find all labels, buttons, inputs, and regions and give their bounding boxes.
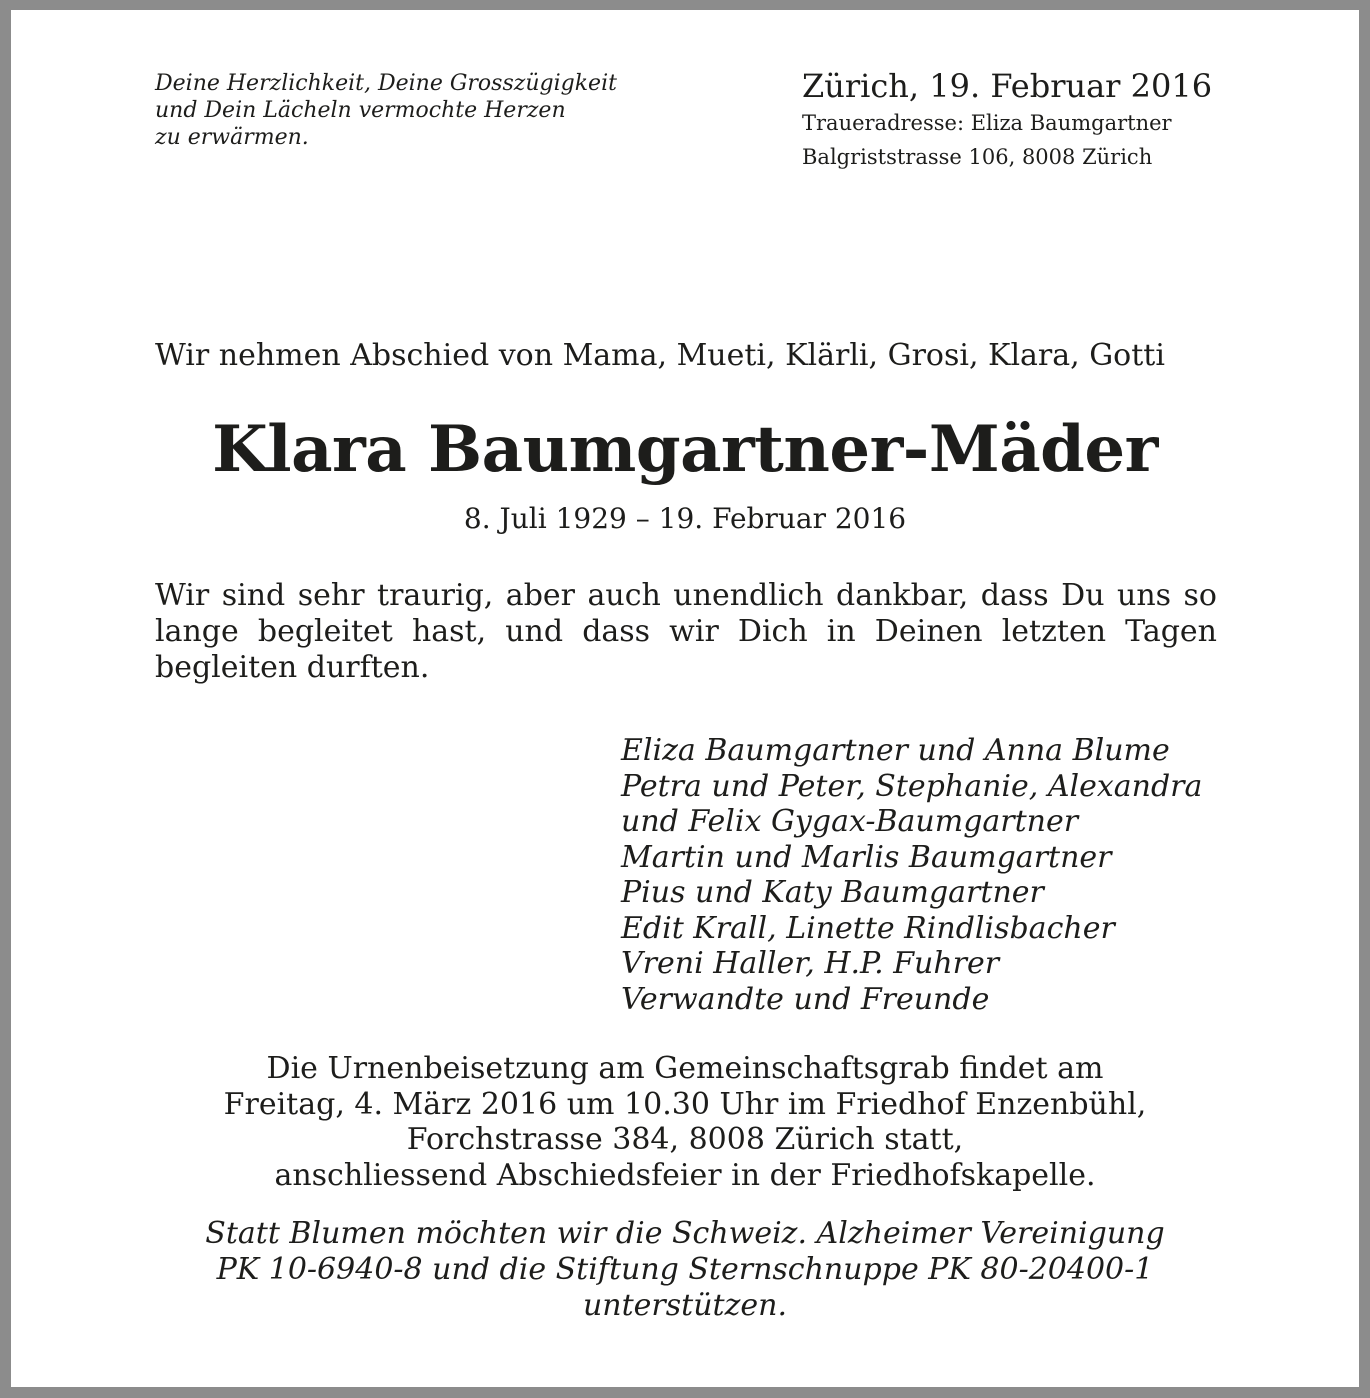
mourner-line: Pius und Katy Baumgartner [621,875,1044,910]
ceremony-line: Forchstrasse 384, 8008 Zürich statt, [406,1122,964,1157]
mourning-address-line: Traueradresse: Eliza Baumgartner [802,111,1172,135]
motto-line: zu erwärmen. [155,125,309,150]
mourner-line: Eliza Baumgartner und Anna Blume [621,733,1170,768]
mourner-line: Edit Krall, Linette Rindlisbacher [621,910,1115,946]
motto-line: Deine Herzlichkeit, Deine Grosszügigkeit [155,71,617,96]
motto-line: und Dein Lächeln vermochte Herzen [155,98,566,123]
mourner-line: Verwandte und Freunde [621,981,990,1017]
deceased-name: Klara Baumgartner-Mäder [212,412,1158,487]
ceremony-line: anschliessend Abschiedsfeier in der Friedhofskapelle. [274,1157,1096,1193]
motto-quote [155,70,675,151]
mourner-line: Martin und Marlis Baumgartner [621,839,1112,875]
ceremony-line: Die Urnenbeisetzung am Gemeinschaftsgrab findet am [266,1051,1104,1086]
mourners-list [621,733,1261,1017]
donation-line: PK 10-6940-8 und die Stiftung Sternschnuppe PK 80-20400-1 [216,1252,1154,1287]
mourner-line: und Felix Gygax-Baumgartner [621,804,1079,839]
place-date: Zürich, 19. Februar 2016 [802,67,1213,105]
donation-note [0,1216,1370,1324]
statement-paragraph [155,578,1217,686]
header-block [802,66,1242,174]
ceremony-info [0,1051,1370,1193]
farewell-line: Wir nehmen Abschied von Mama, Mueti, Klärli, Grosi, Klara, Gotti [155,338,1165,373]
life-dates: 8. Juli 1929 – 19. Februar 2016 [463,502,907,535]
statement-line: lange begleitet hast, und dass wir Dich in Deinen letzten Tagen [155,614,1217,649]
statement-line: begleiten durften. [155,650,430,685]
mourner-line: Vreni Haller, H.P. Fuhrer [621,946,1000,981]
statement-line: Wir sind sehr traurig, aber auch unendlich dankbar, dass Du uns so [155,578,1217,613]
ceremony-line: Freitag, 4. März 2016 um 10.30 Uhr im Friedhof Enzenbühl, [223,1086,1147,1122]
donation-line: unterstützen. [582,1288,788,1323]
mourning-address-line: Balgriststrasse 106, 8008 Zürich [802,145,1153,169]
mourner-line: Petra und Peter, Stephanie, Alexandra [621,768,1203,804]
donation-line: Statt Blumen möchten wir die Schweiz. Alzheimer Vereinigung [205,1216,1165,1251]
